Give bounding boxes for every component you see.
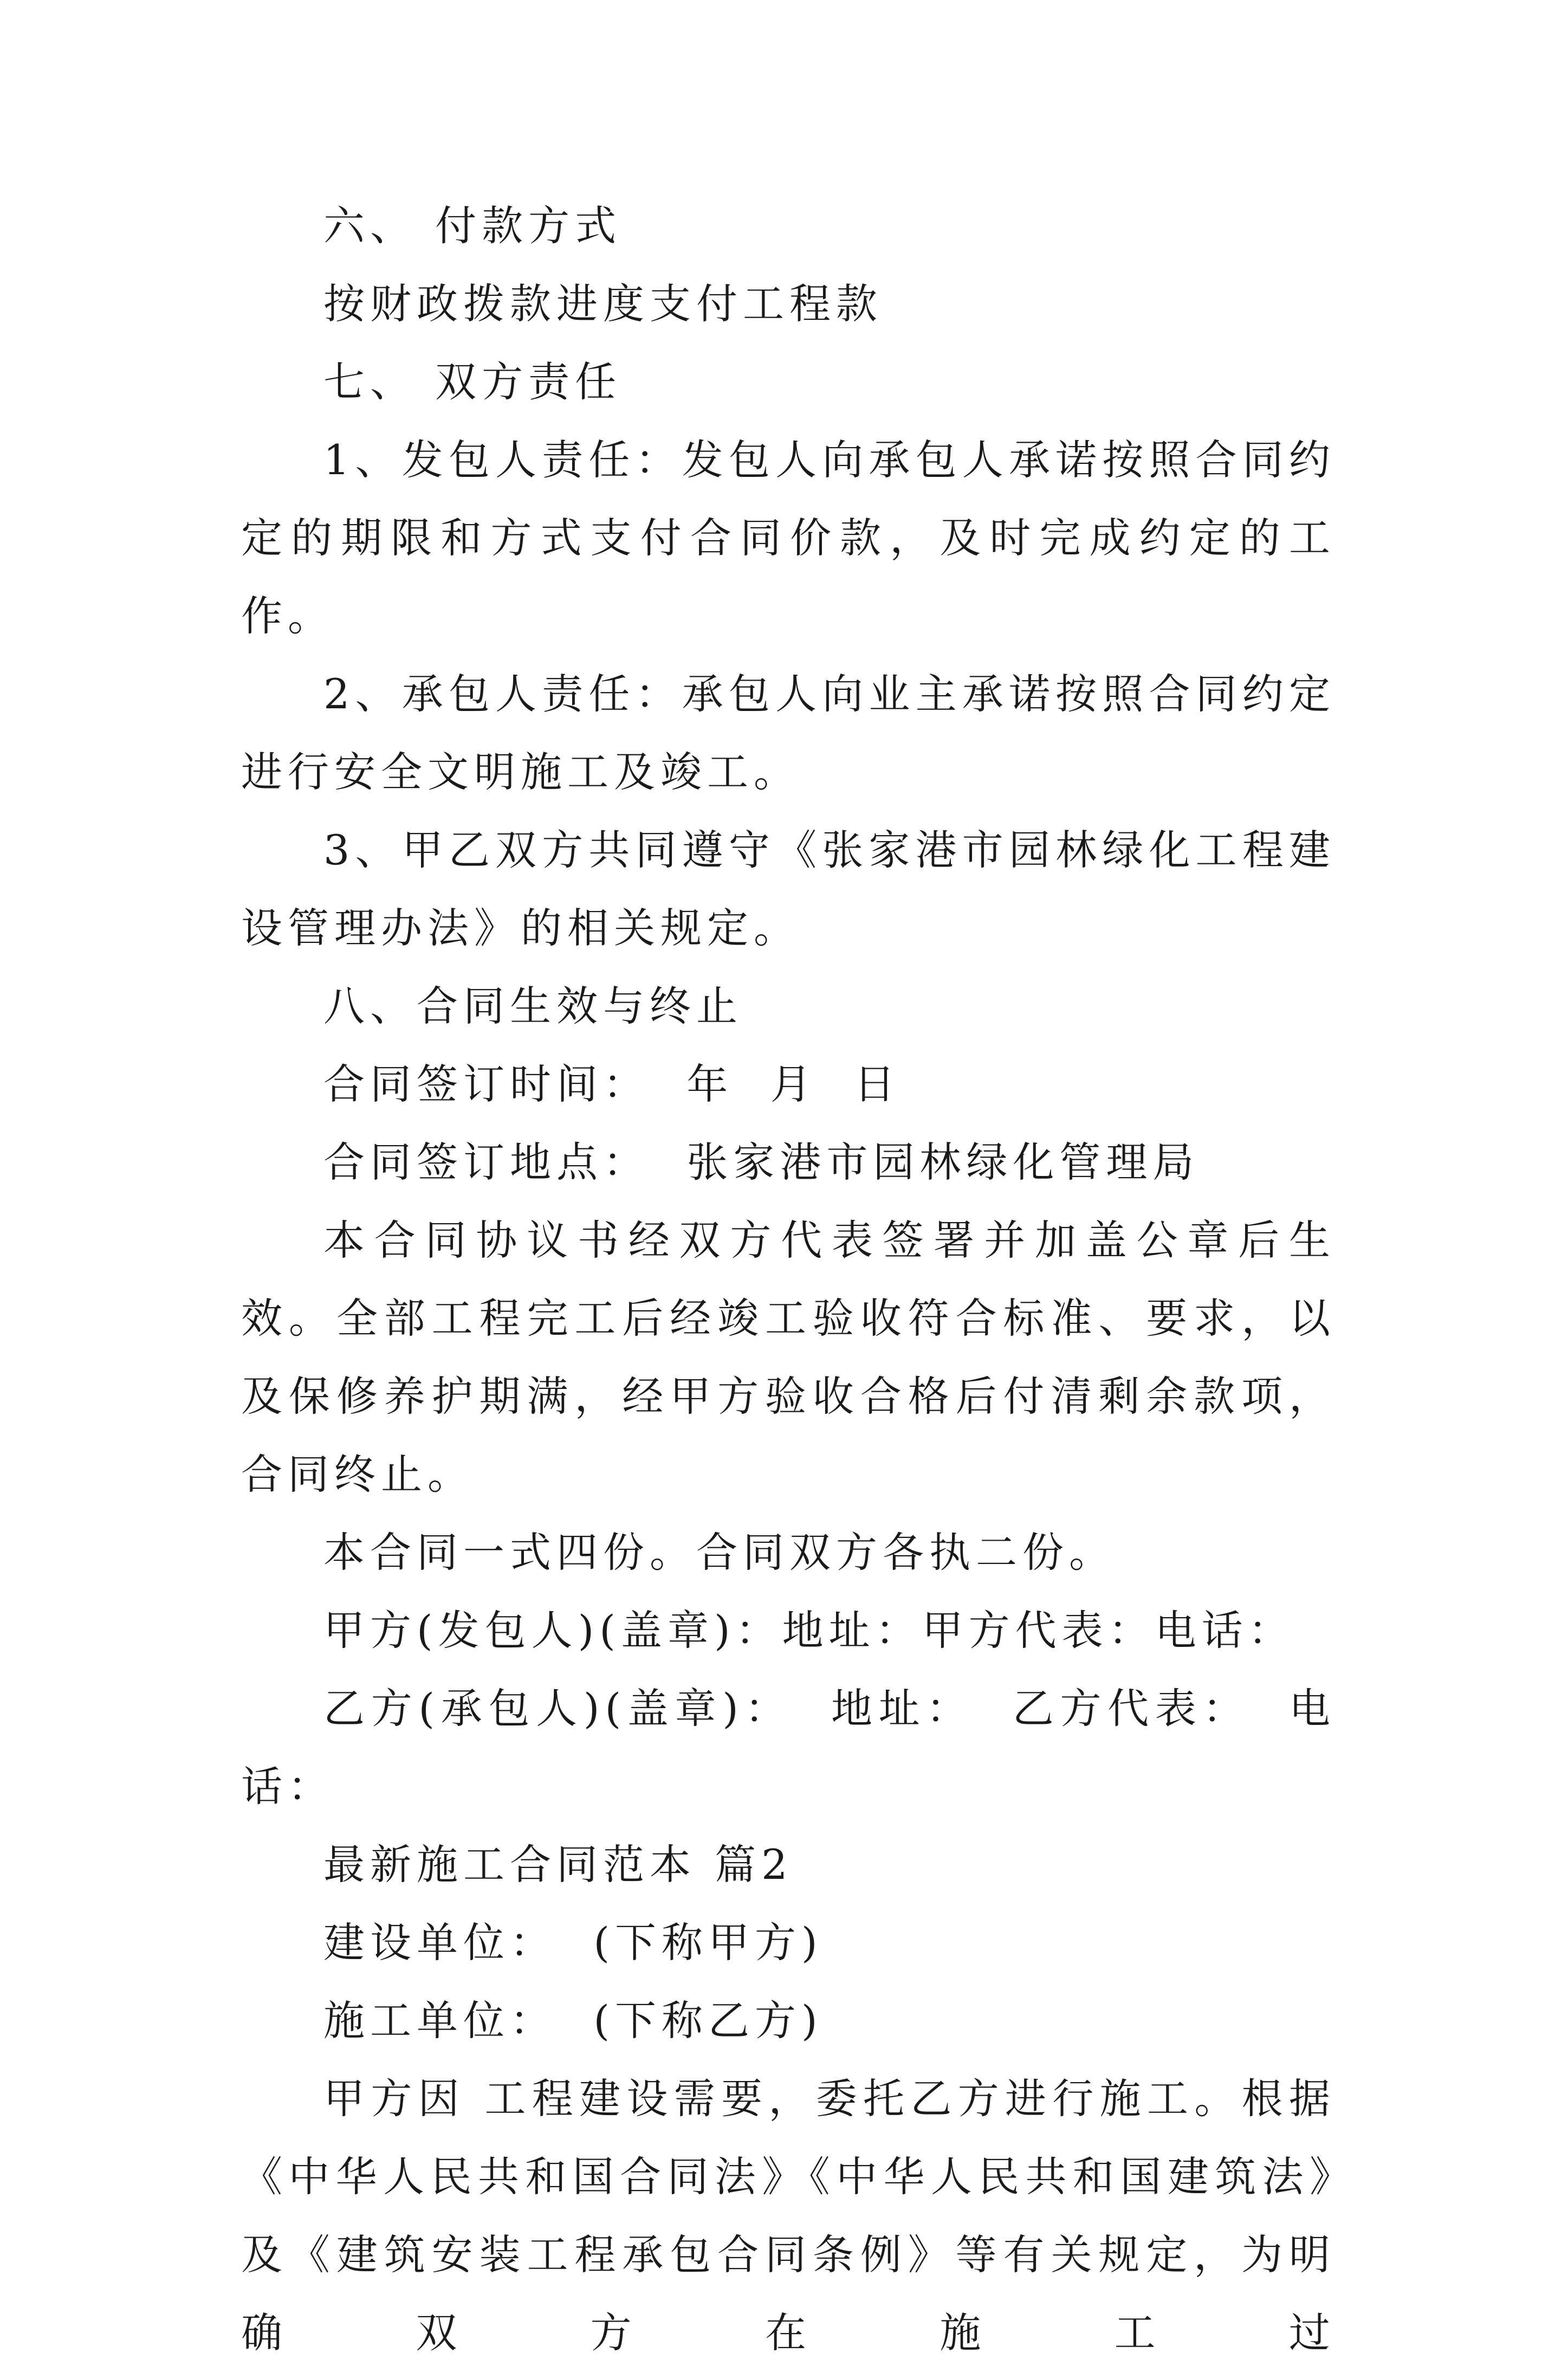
paragraph: 3、甲乙双方共同遵守《张家港市园林绿化工程建设管理办法》的相关规定。 bbox=[241, 826, 1336, 952]
section-heading-effect: 八、合同生效与终止 bbox=[323, 982, 743, 1030]
contractor-unit-line: 施工单位： (下称乙方) bbox=[323, 1996, 823, 2045]
section-heading-responsibilities: 七、 双方责任 bbox=[323, 358, 622, 406]
party-b-signature-line: 乙方(承包人)(盖章)： 地址： 乙方代表： 电话： bbox=[241, 1684, 1336, 1811]
paragraph: 2、承包人责任：承包人向业主承诺按照合同约定进行安全文明施工及竣工。 bbox=[241, 670, 1336, 796]
paragraph: 甲方因 工程建设需要，委托乙方进行施工。根据《中华人民共和国合同法》《中华人民共和国建筑法》及《建筑安装工程承包合同条例》等有关规定，为明确双方在施工过 bbox=[241, 2074, 1336, 2357]
signing-date: 合同签订时间： 年 月 日 bbox=[323, 1060, 900, 1108]
paragraph: 本合同一式四份。合同双方各执二份。 bbox=[323, 1528, 1116, 1576]
party-a-signature-line: 甲方(发包人)(盖章)：地址：甲方代表：电话： bbox=[323, 1606, 1295, 1654]
construction-unit-line: 建设单位： (下称甲方) bbox=[323, 1918, 823, 1967]
paragraph: 1、发包人责任：发包人向承包人承诺按照合同约定的期限和方式支付合同价款，及时完成约定的工作。 bbox=[241, 436, 1336, 640]
section-title: 最新施工合同范本 篇2 bbox=[323, 1840, 793, 1889]
signing-location: 合同签订地点： 张家港市园林绿化管理局 bbox=[323, 1138, 1200, 1186]
document-body bbox=[241, 187, 1336, 2372]
paragraph: 按财政拨款进度支付工程款 bbox=[323, 280, 883, 328]
paragraph: 本合同协议书经双方代表签署并加盖公章后生效。全部工程完工后经竣工验收符合标准、要求，以及保修养护期满，经甲方验收合格后付清剩余款项，合同终止。 bbox=[241, 1216, 1336, 1498]
section-heading-payment: 六、 付款方式 bbox=[323, 202, 622, 250]
